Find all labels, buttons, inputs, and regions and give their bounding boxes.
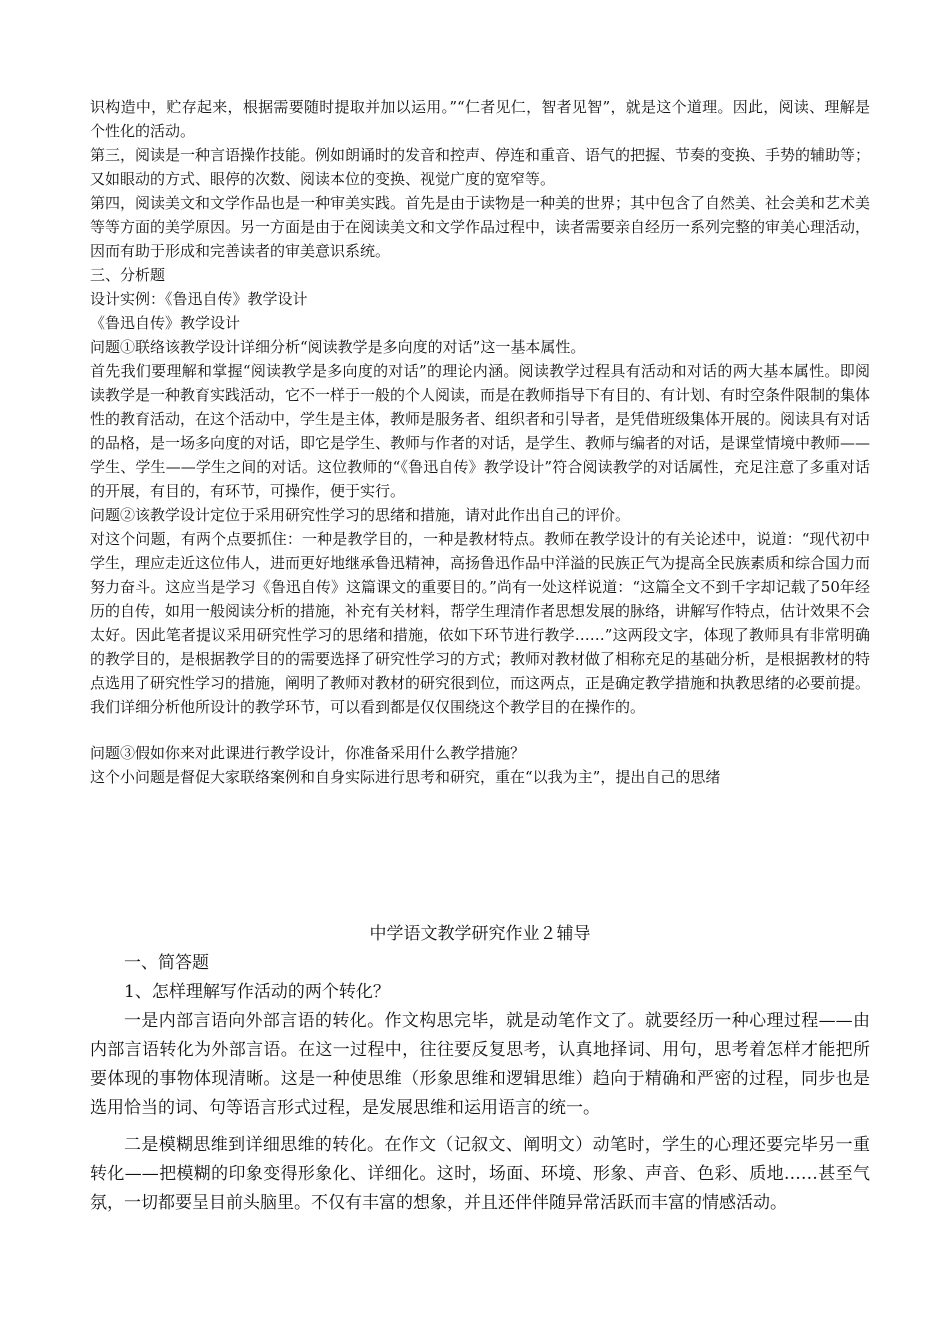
spacer bbox=[90, 719, 870, 741]
paragraph: 对这个问题，有两个点要抓住：一种是教学目的，一种是教材特点。教师在教学设计的有关论述中，说道：“现代初中学生，理应走近这位伟人，进而更好地继承鲁迅精神，高扬鲁迅作品中洋溢的民族正气为提高全民族素质和综合国力而努力奋斗。这应当是学习《鲁迅自传》这篇课文的重要目的。”尚有一处这样说道：“这篇全文不到千字却记载了50年经历的自传，如用一般阅读分析的措施，补充有关材料，帮学生理清作者思想发展的脉络，讲解写作特点，估计效果不会太好。因此笔者提议采用研究性学习的思绪和措施，依如下环节进行教学……”这两段文字，体现了教师具有非常明确的教学目的，是根据教学目的的需要选择了研究性学习的方式；教师对教材做了相称充足的基础分析，是根据教材的特点选用了研究性学习的措施，阐明了教师对教材的研究很到位，而这两点，正是确定教学措施和执教思绪的必要前提。我们详细分析他所设计的教学环节，可以看到都是仅仅围绕这个教学目的在操作的。 bbox=[90, 530, 871, 716]
section-heading: 三、分析题 bbox=[90, 266, 166, 284]
paragraph: 设计实例：《鲁迅自传》教学设计 bbox=[90, 290, 308, 308]
answer-section-1 bbox=[90, 95, 870, 789]
paragraph: 第四，阅读美文和文学作品也是一种审美实践。首先是由于读物是一种美的世界；其中包含了自然美、社会美和艺术美等等方面的美学原因。另一方面是由于在阅读美文和文学作品过程中，读者需要亲自经历一系列完整的审美心理活动，因而有助于形成和完善读者的审美意识系统。 bbox=[90, 194, 871, 260]
paragraph: 首先我们要理解和掌握“阅读教学是多向度的对话”的理论内涵。阅读教学过程具有活动和对话的两大基本属性。即阅读教学是一种教育实践活动，它不一样于一般的个人阅读，而是在教师指导下有目的、有计划、有时空条件限制的集体性的教育活动，在这个活动中，学生是主体，教师是服务者、组织者和引导者，是凭借班级集体开展的。阅读具有对话的品格，是一场多向度的对话，即它是学生、教师与作者的对话，是学生、教师与编者的对话，是课堂情境中教师——学生、学生——学生之间的对话。这位教师的“《鲁迅自传》教学设计”符合阅读教学的对话属性，充足注意了多重对话的开展，有目的，有环节，可操作，便于实行。 bbox=[90, 362, 871, 500]
paragraph: 二是模糊思维到详细思维的转化。在作文（记叙文、阐明文）动笔时，学生的心理还要完毕另一重转化——把模糊的印象变得形象化、详细化。这时，场面、环境、形象、声音、色彩、质地……甚至气氛，一切都要呈目前头脑里。不仅有丰富的想象，并且还伴伴随异常活跃而丰富的情感活动。 bbox=[90, 1135, 870, 1213]
question: 问题③假如你来对此课进行教学设计，你准备采用什么教学措施？ bbox=[90, 744, 526, 762]
document-title: 中学语文教学研究作业２辅导 bbox=[369, 924, 591, 944]
spacer bbox=[90, 1123, 870, 1131]
question: 1、怎样理解写作活动的两个转化？ bbox=[124, 982, 390, 1002]
paragraph: 一是内部言语向外部言语的转化。作文构思完毕，就是动笔作文了。就要经历一种心理过程——由内部言语转化为外部言语。在这一过程中，往往要反复思考，认真地择词、用句，思考着怎样才能把所要体现的事物体现清晰。这是一种使思维（形象思维和逻辑思维）趋向于精确和严密的过程，同步也是选用恰当的词、句等语言形式过程，是发展思维和运用语言的统一。 bbox=[90, 1011, 870, 1118]
paragraph: 识构造中，贮存起来，根据需要随时提取并加以运用。”“仁者见仁，智者见智”，就是这个道理。因此，阅读、理解是个性化的活动。 bbox=[90, 98, 870, 140]
question: 问题①联络该教学设计详细分析“阅读教学是多向度的对话”这一基本属性。 bbox=[90, 338, 586, 356]
question: 问题②该教学设计定位于采用研究性学习的思绪和措施，请对此作出自己的评价。 bbox=[90, 506, 631, 524]
paragraph: 这个小问题是督促大家联络案例和自身实际进行思考和研究，重在“以我为主”，提出自己的思绪 bbox=[90, 768, 721, 786]
answer-section-2 bbox=[90, 920, 870, 1218]
paragraph: 第三，阅读是一种言语操作技能。例如朗诵时的发音和控声、停连和重音、语气的把握、节奏的变换、手势的辅助等；又如眼动的方式、眼停的次数、阅读本位的变换、视觉广度的宽窄等。 bbox=[90, 146, 871, 188]
section-heading: 一、简答题 bbox=[124, 953, 209, 973]
paragraph: 《鲁迅自传》教学设计 bbox=[90, 314, 241, 332]
